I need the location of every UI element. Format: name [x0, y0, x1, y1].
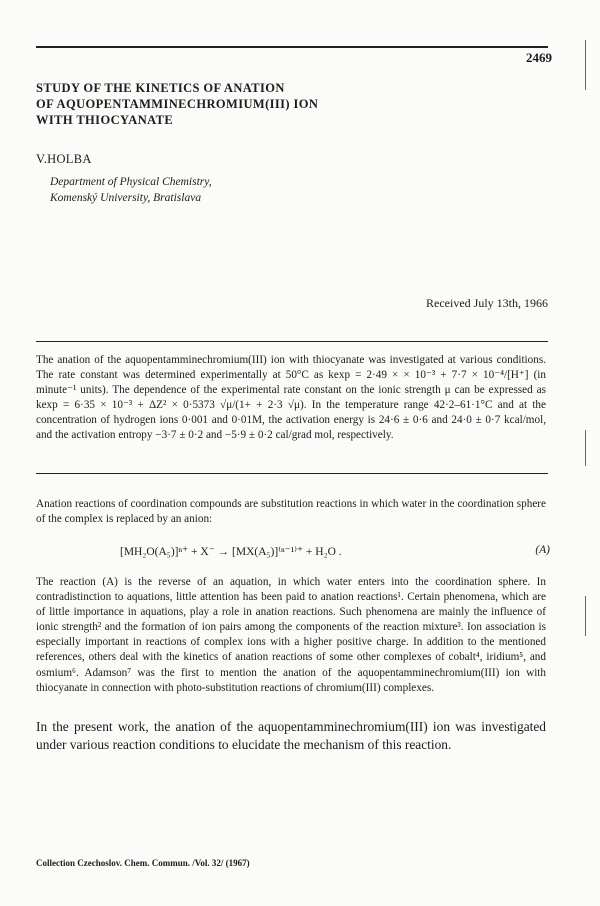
title-line: OF AQUOPENTAMMINECHROMIUM(III) ION — [36, 97, 319, 111]
article-title — [36, 80, 416, 128]
affiliation-line: Department of Physical Chemistry, — [50, 176, 212, 188]
margin-mark — [585, 40, 586, 90]
header-rule — [36, 46, 548, 48]
journal-footer: Collection Czechoslov. Chem. Commun. /Vol. 32/ (1967) — [36, 858, 250, 868]
equation-text: [MH₂O(A₅)]ⁿ⁺ + X⁻ → [MX(A₅)]⁽ⁿ⁻¹⁾⁺ + H₂O . — [120, 546, 342, 558]
abstract-bottom-rule — [36, 473, 548, 474]
abstract-top-rule — [36, 341, 548, 342]
body-paragraph: Anation reactions of coordination compounds are substitution reactions in which water in the coordination sphere of the complex is replaced by an anion: — [36, 498, 546, 526]
equation-label: (A) — [535, 544, 550, 556]
affiliation — [50, 174, 212, 206]
abstract: The anation of the aquopentamminechromium(III) ion with thiocyanate was investigated at various conditions. The rate constant was determined experimentally at 50°C as kexp = 2·49 × × 10⁻³ + 7·7 × 10⁻⁴/[H⁺] (in minute⁻¹ units). The dependence of the experimental rate constant on the ionic strength μ can be expressed as kexp = 6·35 × 10⁻³ + ΔZ² × 0·5373 √μ/(1+ + 2·3 √μ). In the temperature range 42·2–61·1°C and at the concentration of hydrogen ions 0·001 and 0·01M, the activation energy is 24·6 ± 0·6 and 24·0 ± 0·7 kcal/mol, and the activation entropy −3·7 ± 0·2 and −5·9 ± 0·2 cal/grad mol, respectively. — [36, 354, 546, 442]
affiliation-line: Komenský University, Bratislava — [50, 192, 202, 204]
body-paragraph: In the present work, the anation of the aquopentamminechromium(III) ion was investigated under various reaction conditions to elucidate the mechanism of this reaction. — [36, 719, 546, 753]
margin-mark — [585, 430, 586, 466]
title-line: STUDY OF THE KINETICS OF ANATION — [36, 81, 285, 95]
author: V.HOLBA — [36, 152, 92, 166]
body-paragraph: The reaction (A) is the reverse of an aquation, in which water enters into the coordination sphere. In contradistinction to aquations, little attention has been paid to anation reactions¹. Certain phenomena, which are of little importance in aquations, play a role in anation reactions. Such phenomena are mainly the influence of ionic strength² and the formation of ion pairs among the components of the reaction mixture³. Ion association is especially important in reactions of complex ions with a higher positive charge. In addition to the mentioned references, others deal with the kinetics of anation reactions of some other complexes of cobalt⁴, iridium⁵, and osmium⁶. Adamson⁷ was the first to mention the anation of the aquopentamminechromium(III) ion with thiocyanate in connection with photo-substitution reactions of chromium(III) complexes. — [36, 576, 546, 694]
margin-mark — [585, 596, 586, 636]
page-number: 2469 — [526, 50, 552, 65]
received-date: Received July 13th, 1966 — [426, 296, 548, 310]
title-line: WITH THIOCYANATE — [36, 113, 174, 127]
equation — [120, 544, 550, 558]
